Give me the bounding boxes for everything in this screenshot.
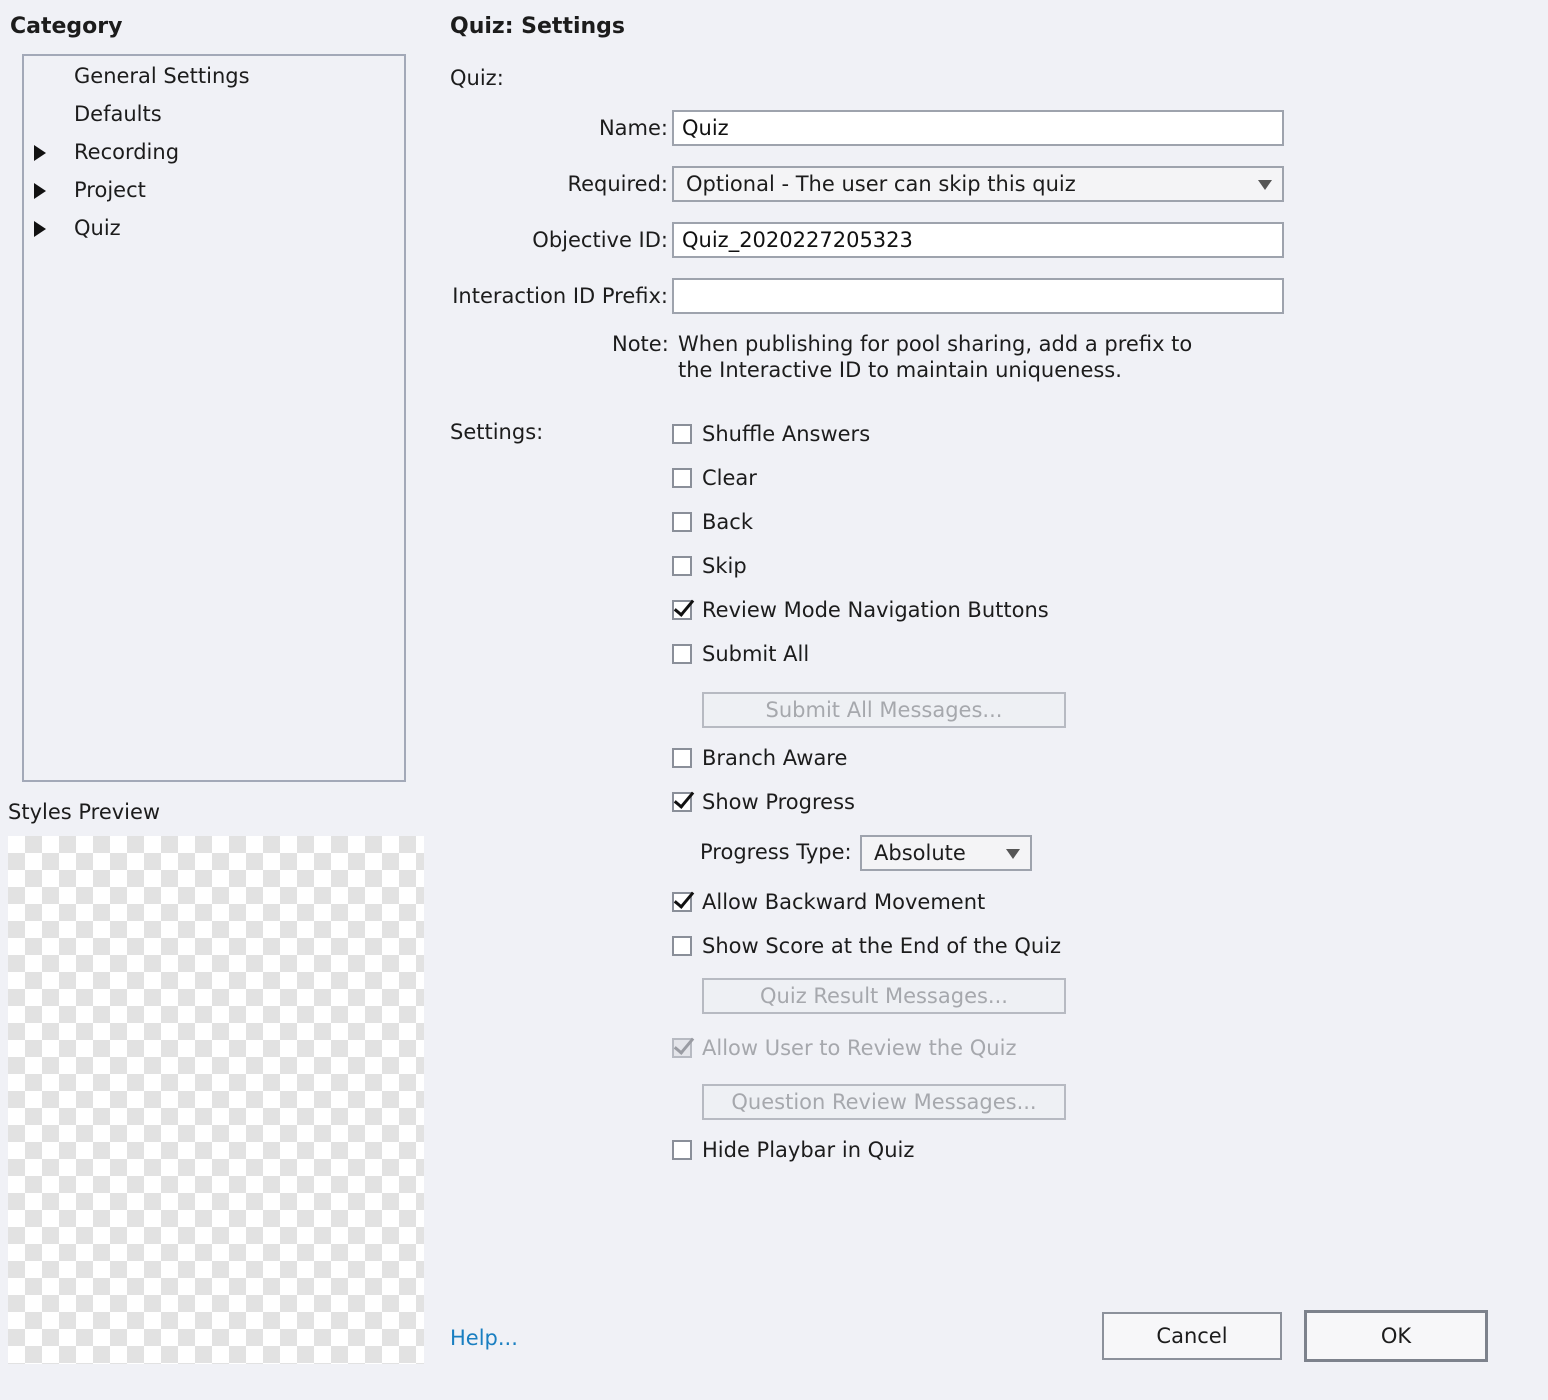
skip-checkbox[interactable]	[672, 552, 747, 580]
name-input[interactable]	[672, 110, 1284, 146]
review-mode-navigation-checkbox[interactable]	[672, 596, 1049, 624]
checkbox-label: Branch Aware	[702, 746, 848, 770]
required-select[interactable]	[672, 166, 1284, 202]
show-progress-checkbox[interactable]	[672, 788, 855, 816]
chevron-down-icon	[1258, 180, 1272, 190]
checkbox-label: Clear	[702, 466, 757, 490]
expand-arrow-icon[interactable]	[34, 183, 46, 199]
checkbox-label: Allow Backward Movement	[702, 890, 986, 914]
cancel-button[interactable]: Cancel	[1102, 1312, 1282, 1360]
checkbox-label: Shuffle Answers	[702, 422, 871, 446]
checkbox-label: Skip	[702, 554, 747, 578]
chevron-down-icon	[1006, 849, 1020, 859]
tree-item-recording[interactable]	[74, 137, 179, 167]
tree-item-project[interactable]	[74, 175, 146, 205]
checkbox-box[interactable]	[672, 892, 692, 912]
allow-backward-movement-checkbox[interactable]	[672, 888, 985, 916]
section-label-quiz: Quiz:	[450, 66, 504, 90]
expand-arrow-icon[interactable]	[34, 221, 46, 237]
question-review-messages-button[interactable]: Question Review Messages...	[702, 1084, 1066, 1120]
required-label: Required:	[567, 172, 668, 196]
clear-checkbox[interactable]	[672, 464, 757, 492]
tree-item-label: General Settings	[74, 64, 250, 88]
show-score-checkbox[interactable]	[672, 932, 1061, 960]
name-label: Name:	[598, 116, 668, 140]
checkbox-box[interactable]	[672, 936, 692, 956]
objective-id-input[interactable]	[672, 222, 1284, 258]
styles-preview-title: Styles Preview	[8, 800, 161, 824]
checkbox-box[interactable]	[672, 1038, 692, 1058]
quiz-result-messages-button[interactable]: Quiz Result Messages...	[702, 978, 1066, 1014]
page-title: Quiz: Settings	[450, 14, 626, 39]
shuffle-answers-checkbox[interactable]	[672, 420, 870, 448]
checkbox-box[interactable]	[672, 424, 692, 444]
tree-item-defaults[interactable]	[74, 99, 162, 129]
checkbox-label: Allow User to Review the Quiz	[702, 1036, 1017, 1060]
objective-id-label: Objective ID:	[532, 228, 668, 252]
category-tree[interactable]	[22, 54, 406, 782]
checkbox-label: Show Progress	[702, 790, 855, 814]
submit-all-messages-button[interactable]: Submit All Messages...	[702, 692, 1066, 728]
branch-aware-checkbox[interactable]	[672, 744, 847, 772]
checkbox-label: Show Score at the End of the Quiz	[702, 934, 1062, 958]
interaction-id-prefix-input[interactable]	[672, 278, 1284, 314]
checkbox-label: Back	[702, 510, 753, 534]
tree-item-quiz[interactable]	[74, 213, 121, 243]
settings-label: Settings:	[450, 420, 544, 444]
interaction-id-prefix-label: Interaction ID Prefix:	[452, 284, 668, 308]
checkbox-box[interactable]	[672, 1140, 692, 1160]
expand-arrow-icon[interactable]	[34, 145, 46, 161]
checkbox-box[interactable]	[672, 468, 692, 488]
hide-playbar-checkbox[interactable]	[672, 1136, 914, 1164]
tree-item-label: Quiz	[74, 216, 121, 240]
tree-item-label: Project	[74, 178, 146, 202]
progress-type-value: Absolute	[874, 841, 966, 865]
checkbox-box[interactable]	[672, 600, 692, 620]
back-checkbox[interactable]	[672, 508, 753, 536]
tree-item-label: Recording	[74, 140, 180, 164]
checkbox-label: Hide Playbar in Quiz	[702, 1138, 915, 1162]
checkbox-box[interactable]	[672, 644, 692, 664]
required-select-value: Optional - The user can skip this quiz	[686, 172, 1076, 196]
allow-user-review-checkbox[interactable]	[672, 1034, 1016, 1062]
note-label: Note:	[612, 332, 669, 356]
styles-preview-canvas	[8, 836, 424, 1364]
checkbox-box[interactable]	[672, 792, 692, 812]
ok-button[interactable]: OK	[1304, 1310, 1488, 1362]
checkbox-box[interactable]	[672, 556, 692, 576]
category-title: Category	[10, 14, 123, 39]
tree-item-label: Defaults	[74, 102, 162, 126]
progress-type-select[interactable]	[860, 835, 1032, 871]
tree-item-general-settings[interactable]	[74, 61, 250, 91]
submit-all-checkbox[interactable]	[672, 640, 809, 668]
note-text-line2: the Interactive ID to maintain uniqueness.	[678, 358, 1122, 382]
checkbox-box[interactable]	[672, 512, 692, 532]
progress-type-label: Progress Type:	[700, 840, 852, 864]
note-text-line1: When publishing for pool sharing, add a prefix to	[678, 332, 1193, 356]
checkbox-label: Review Mode Navigation Buttons	[702, 598, 1049, 622]
help-link[interactable]: Help...	[450, 1326, 518, 1350]
checkbox-box[interactable]	[672, 748, 692, 768]
checkbox-label: Submit All	[702, 642, 810, 666]
